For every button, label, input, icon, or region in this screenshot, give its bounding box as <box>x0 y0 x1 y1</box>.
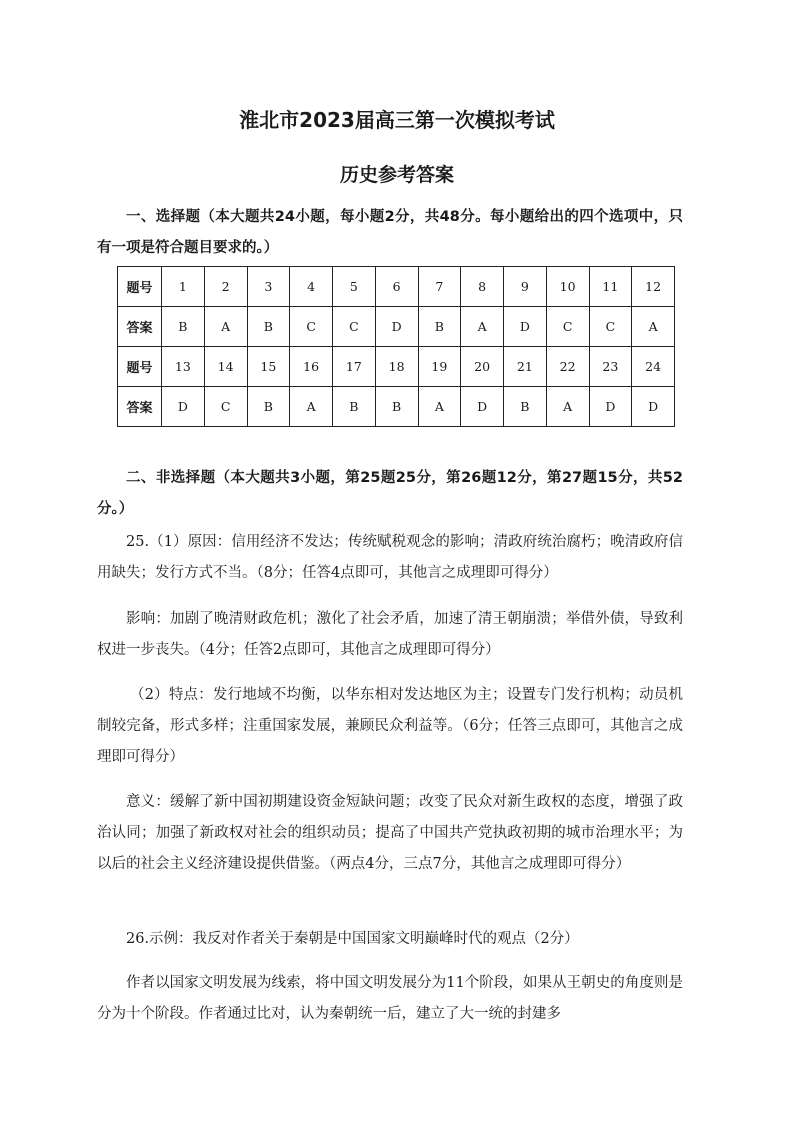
question-number: 10 <box>546 267 589 307</box>
q25-part2-significance: 意义：缓解了新中国初期建设资金短缺问题；改变了民众对新生政权的态度，增强了政治认同；加强了新政权对社会的组织动员；提高了中国共产党执政初期的城市治理水平；为以后的社会主义经济建设提供借鉴。（两点4分，三点7分，其他言之成理即可得分） <box>97 794 683 872</box>
question-number: 12 <box>632 267 675 307</box>
answer-row-2 <box>118 387 675 427</box>
question-number: 11 <box>589 267 632 307</box>
row-label-question: 题号 <box>118 267 162 307</box>
question-number: 21 <box>504 347 547 387</box>
answer-cell: C <box>589 307 632 347</box>
q25-part2-features: （2）特点：发行地域不均衡，以华东相对发达地区为主；设置专门发行机构；动员机制较完备，形式多样；注重国家发展，兼顾民众利益等。（6分；任答三点即可，其他言之成理即可得分） <box>97 687 683 765</box>
answer-cell: A <box>546 387 589 427</box>
question-number: 24 <box>632 347 675 387</box>
exam-title: 淮北市2023届高三第一次模拟考试 <box>239 108 555 132</box>
answer-cell: B <box>375 387 418 427</box>
answer-cell: C <box>333 307 376 347</box>
answer-cell: B <box>247 307 290 347</box>
row-label-question: 题号 <box>118 347 162 387</box>
question-number: 17 <box>333 347 376 387</box>
answer-row-1 <box>118 307 675 347</box>
answer-cell: D <box>589 387 632 427</box>
section1-heading: 一、选择题（本大题共24小题，每小题2分，共48分。每小题给出的四个选项中，只有一项是符合题目要求的。） <box>97 209 683 256</box>
answer-cell: B <box>504 387 547 427</box>
question-number: 13 <box>162 347 205 387</box>
answer-cell: A <box>290 387 333 427</box>
question-number: 3 <box>247 267 290 307</box>
answer-cell: B <box>333 387 376 427</box>
answer-cell: C <box>290 307 333 347</box>
q26-analysis: 作者以国家文明发展为线索，将中国文明发展分为11个阶段，如果从王朝史的角度则是分为十个阶段。作者通过比对，认为秦朝统一后，建立了大一统的封建多 <box>97 975 683 1022</box>
exam-subtitle: 历史参考答案 <box>339 164 454 186</box>
answer-cell: D <box>375 307 418 347</box>
question-number: 1 <box>162 267 205 307</box>
question-number: 18 <box>375 347 418 387</box>
question-number: 15 <box>247 347 290 387</box>
answer-cell: C <box>204 387 247 427</box>
question-number: 20 <box>461 347 504 387</box>
answer-cell: B <box>247 387 290 427</box>
answer-cell: A <box>418 387 461 427</box>
question-number: 2 <box>204 267 247 307</box>
row-label-answer: 答案 <box>118 387 162 427</box>
answer-cell: A <box>632 307 675 347</box>
answer-cell: D <box>504 307 547 347</box>
question-number: 9 <box>504 267 547 307</box>
question-number: 23 <box>589 347 632 387</box>
answer-cell: A <box>461 307 504 347</box>
answer-cell: C <box>546 307 589 347</box>
question-number: 7 <box>418 267 461 307</box>
answer-cell: B <box>418 307 461 347</box>
question-number: 8 <box>461 267 504 307</box>
answer-cell: A <box>204 307 247 347</box>
question-number: 22 <box>546 347 589 387</box>
section2-heading: 二、非选择题（本大题共3小题，第25题25分，第26题12分，第27题15分，共52分。） <box>97 470 683 517</box>
question-number: 16 <box>290 347 333 387</box>
answer-cell: B <box>162 307 205 347</box>
question-number: 4 <box>290 267 333 307</box>
question-number: 19 <box>418 347 461 387</box>
row-label-answer: 答案 <box>118 307 162 347</box>
question-number-row-2 <box>118 347 675 387</box>
q25-part1-impact: 影响：加剧了晚清财政危机；激化了社会矛盾，加速了清王朝崩溃；举借外债，导致利权进一步丧失。（4分；任答2点即可，其他言之成理即可得分） <box>97 611 683 658</box>
question-number: 14 <box>204 347 247 387</box>
answer-table <box>117 266 675 427</box>
answer-cell: D <box>632 387 675 427</box>
answer-cell: D <box>461 387 504 427</box>
q26-example: 26.示例：我反对作者关于秦朝是中国国家文明巅峰时代的观点（2分） <box>126 931 579 947</box>
question-number: 6 <box>375 267 418 307</box>
q25-part1-causes: 25.（1）原因：信用经济不发达；传统赋税观念的影响；清政府统治腐朽；晚清政府信用缺失；发行方式不当。（8分；任答4点即可，其他言之成理即可得分） <box>97 534 683 581</box>
answer-cell: D <box>162 387 205 427</box>
question-number: 5 <box>333 267 376 307</box>
question-number-row-1 <box>118 267 675 307</box>
